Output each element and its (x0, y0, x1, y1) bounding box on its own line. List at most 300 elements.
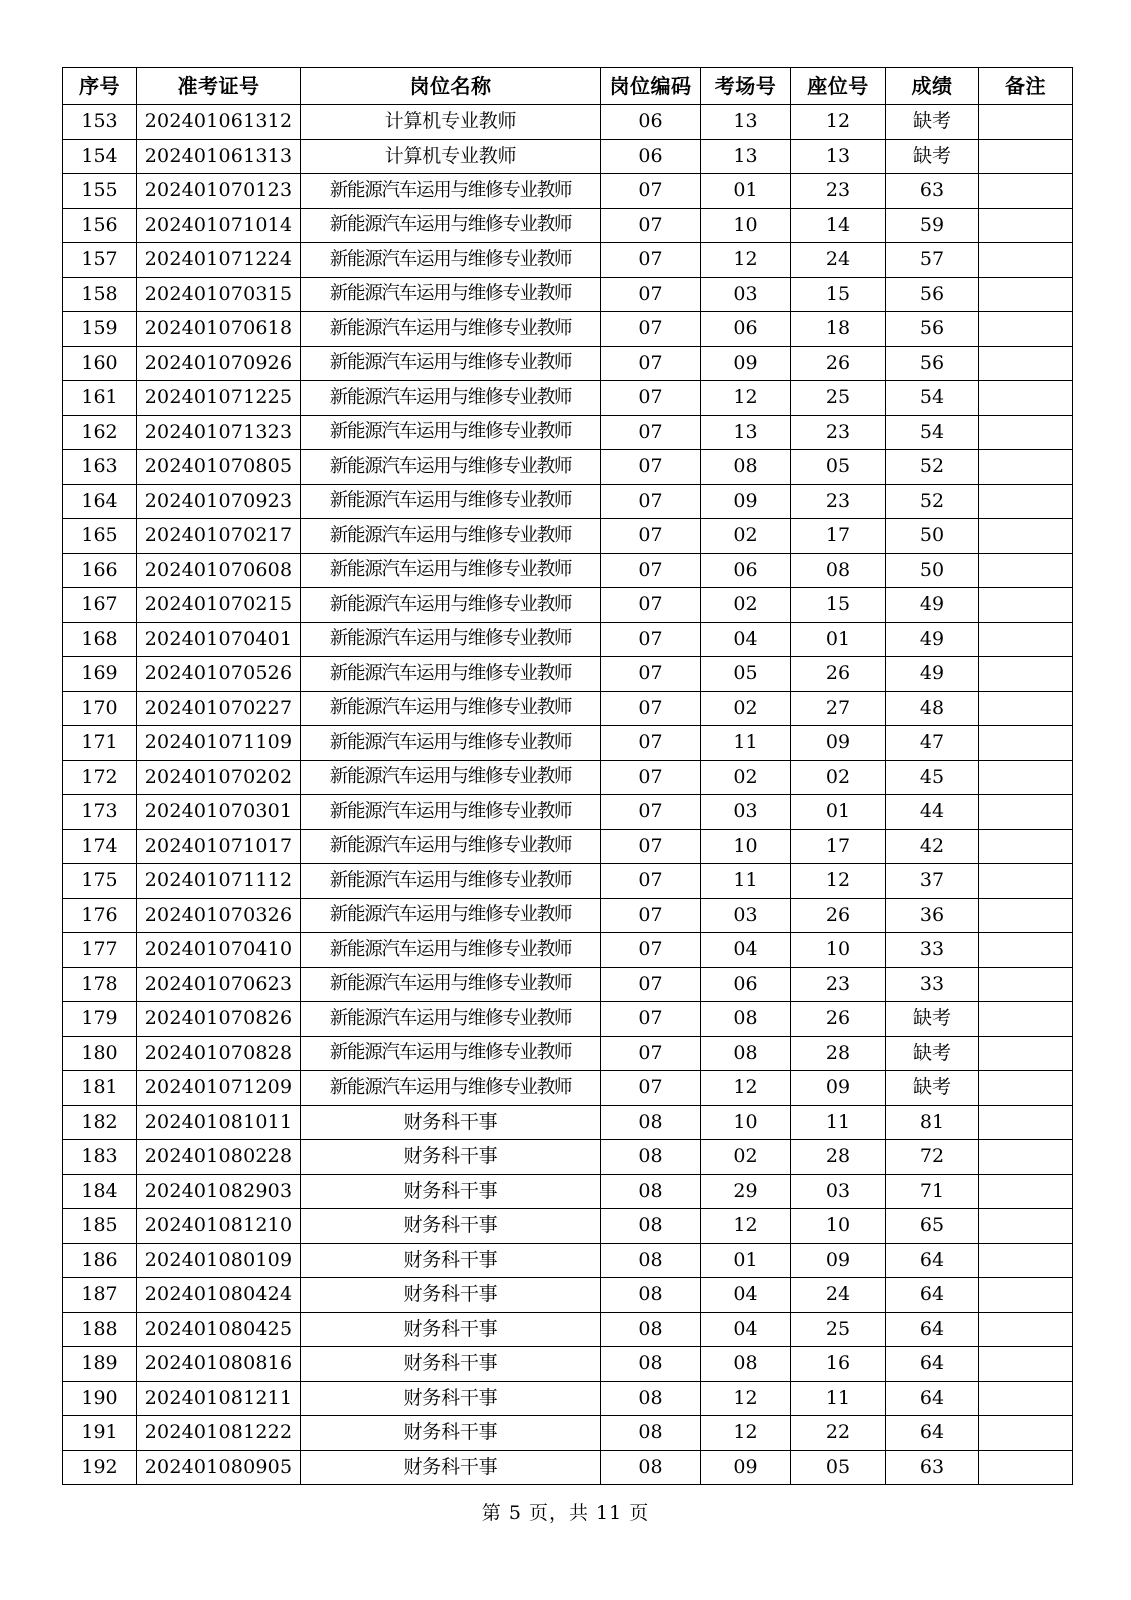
table-row (63, 1381, 1073, 1416)
cell-score: 81 (886, 1105, 979, 1140)
cell-post-name: 新能源汽车运用与维修专业教师 (301, 277, 601, 312)
cell-seat-no: 12 (791, 864, 886, 899)
cell-ticket-no: 202401071323 (137, 415, 301, 450)
cell-sequence: 182 (63, 1105, 137, 1140)
cell-ticket-no: 202401070217 (137, 519, 301, 554)
cell-score: 44 (886, 795, 979, 830)
cell-post-name: 新能源汽车运用与维修专业教师 (301, 346, 601, 381)
cell-score: 64 (886, 1416, 979, 1451)
table-header (63, 68, 1073, 105)
cell-ticket-no: 202401070923 (137, 484, 301, 519)
cell-remark (979, 691, 1073, 726)
cell-sequence: 192 (63, 1450, 137, 1485)
cell-post-code: 06 (601, 139, 701, 174)
cell-score: 33 (886, 967, 979, 1002)
cell-seat-no: 18 (791, 312, 886, 347)
table-row (63, 657, 1073, 692)
table-row (63, 898, 1073, 933)
cell-post-name: 新能源汽车运用与维修专业教师 (301, 519, 601, 554)
cell-sequence: 176 (63, 898, 137, 933)
cell-score: 63 (886, 1450, 979, 1485)
cell-score: 缺考 (886, 1036, 979, 1071)
cell-post-code: 08 (601, 1105, 701, 1140)
cell-ticket-no: 202401061312 (137, 105, 301, 140)
cell-post-name: 新能源汽车运用与维修专业教师 (301, 312, 601, 347)
cell-ticket-no: 202401080905 (137, 1450, 301, 1485)
table-row (63, 139, 1073, 174)
cell-room-no: 05 (701, 657, 791, 692)
cell-ticket-no: 202401070618 (137, 312, 301, 347)
cell-seat-no: 26 (791, 657, 886, 692)
cell-post-name: 新能源汽车运用与维修专业教师 (301, 760, 601, 795)
cell-room-no: 11 (701, 726, 791, 761)
cell-seat-no: 24 (791, 1278, 886, 1313)
cell-remark (979, 1450, 1073, 1485)
cell-score: 缺考 (886, 105, 979, 140)
cell-score: 56 (886, 346, 979, 381)
cell-remark (979, 381, 1073, 416)
cell-post-code: 07 (601, 898, 701, 933)
cell-remark (979, 1002, 1073, 1037)
cell-seat-no: 23 (791, 415, 886, 450)
cell-post-name: 新能源汽车运用与维修专业教师 (301, 864, 601, 899)
cell-ticket-no: 202401070301 (137, 795, 301, 830)
cell-ticket-no: 202401071209 (137, 1071, 301, 1106)
column-header-remark: 备注 (979, 68, 1073, 105)
cell-sequence: 155 (63, 174, 137, 209)
cell-room-no: 03 (701, 795, 791, 830)
table-row (63, 1174, 1073, 1209)
cell-post-code: 08 (601, 1140, 701, 1175)
cell-room-no: 09 (701, 1450, 791, 1485)
cell-sequence: 186 (63, 1243, 137, 1278)
column-header-post-name: 岗位名称 (301, 68, 601, 105)
cell-post-code: 07 (601, 1071, 701, 1106)
cell-sequence: 160 (63, 346, 137, 381)
cell-seat-no: 11 (791, 1105, 886, 1140)
table-row (63, 1140, 1073, 1175)
cell-remark (979, 1209, 1073, 1244)
cell-remark (979, 174, 1073, 209)
cell-post-code: 07 (601, 726, 701, 761)
cell-ticket-no: 202401070315 (137, 277, 301, 312)
cell-room-no: 13 (701, 105, 791, 140)
cell-room-no: 06 (701, 967, 791, 1002)
cell-score: 33 (886, 933, 979, 968)
cell-ticket-no: 202401081011 (137, 1105, 301, 1140)
cell-remark (979, 312, 1073, 347)
cell-seat-no: 01 (791, 795, 886, 830)
cell-seat-no: 05 (791, 450, 886, 485)
cell-post-code: 07 (601, 933, 701, 968)
cell-sequence: 191 (63, 1416, 137, 1451)
page-footer: 第 5 页，共 11 页 (481, 1502, 650, 1524)
cell-seat-no: 17 (791, 829, 886, 864)
cell-score: 54 (886, 415, 979, 450)
cell-post-name: 新能源汽车运用与维修专业教师 (301, 208, 601, 243)
cell-seat-no: 02 (791, 760, 886, 795)
cell-seat-no: 15 (791, 588, 886, 623)
cell-post-code: 08 (601, 1450, 701, 1485)
cell-room-no: 04 (701, 933, 791, 968)
cell-post-name: 财务科干事 (301, 1209, 601, 1244)
cell-post-code: 07 (601, 691, 701, 726)
cell-score: 71 (886, 1174, 979, 1209)
cell-post-name: 财务科干事 (301, 1450, 601, 1485)
cell-ticket-no: 202401071224 (137, 243, 301, 278)
cell-score: 47 (886, 726, 979, 761)
cell-seat-no: 03 (791, 1174, 886, 1209)
cell-ticket-no: 202401080424 (137, 1278, 301, 1313)
cell-post-name: 新能源汽车运用与维修专业教师 (301, 174, 601, 209)
cell-sequence: 163 (63, 450, 137, 485)
cell-post-name: 新能源汽车运用与维修专业教师 (301, 726, 601, 761)
cell-sequence: 168 (63, 622, 137, 657)
cell-post-name: 计算机专业教师 (301, 105, 601, 140)
cell-post-name: 财务科干事 (301, 1140, 601, 1175)
cell-remark (979, 519, 1073, 554)
cell-seat-no: 26 (791, 1002, 886, 1037)
cell-sequence: 183 (63, 1140, 137, 1175)
cell-ticket-no: 202401070826 (137, 1002, 301, 1037)
cell-ticket-no: 202401071014 (137, 208, 301, 243)
cell-remark (979, 1174, 1073, 1209)
cell-ticket-no: 202401070805 (137, 450, 301, 485)
cell-ticket-no: 202401071017 (137, 829, 301, 864)
cell-post-name: 财务科干事 (301, 1416, 601, 1451)
cell-remark (979, 415, 1073, 450)
cell-room-no: 08 (701, 1002, 791, 1037)
cell-score: 64 (886, 1381, 979, 1416)
cell-remark (979, 864, 1073, 899)
cell-score: 48 (886, 691, 979, 726)
cell-post-name: 新能源汽车运用与维修专业教师 (301, 657, 601, 692)
cell-seat-no: 10 (791, 933, 886, 968)
cell-seat-no: 22 (791, 1416, 886, 1451)
score-table-container (62, 67, 1072, 1485)
cell-sequence: 161 (63, 381, 137, 416)
table-row (63, 622, 1073, 657)
cell-remark (979, 1312, 1073, 1347)
cell-score: 42 (886, 829, 979, 864)
cell-remark (979, 1347, 1073, 1382)
cell-room-no: 01 (701, 1243, 791, 1278)
cell-ticket-no: 202401070202 (137, 760, 301, 795)
cell-ticket-no: 202401081210 (137, 1209, 301, 1244)
cell-room-no: 01 (701, 174, 791, 209)
cell-score: 50 (886, 553, 979, 588)
cell-seat-no: 01 (791, 622, 886, 657)
cell-post-code: 08 (601, 1312, 701, 1347)
table-row (63, 1071, 1073, 1106)
cell-sequence: 167 (63, 588, 137, 623)
cell-post-name: 计算机专业教师 (301, 139, 601, 174)
cell-ticket-no: 202401070227 (137, 691, 301, 726)
cell-score: 65 (886, 1209, 979, 1244)
cell-sequence: 173 (63, 795, 137, 830)
cell-seat-no: 17 (791, 519, 886, 554)
cell-room-no: 02 (701, 1140, 791, 1175)
table-row (63, 726, 1073, 761)
column-header-room-no: 考场号 (701, 68, 791, 105)
table-row (63, 1278, 1073, 1313)
cell-sequence: 158 (63, 277, 137, 312)
cell-remark (979, 277, 1073, 312)
cell-post-code: 07 (601, 381, 701, 416)
table-row (63, 346, 1073, 381)
cell-room-no: 12 (701, 1416, 791, 1451)
cell-remark (979, 622, 1073, 657)
cell-post-name: 新能源汽车运用与维修专业教师 (301, 450, 601, 485)
cell-post-code: 08 (601, 1243, 701, 1278)
table-body (63, 105, 1073, 1485)
cell-room-no: 02 (701, 519, 791, 554)
cell-ticket-no: 202401071109 (137, 726, 301, 761)
cell-seat-no: 09 (791, 1243, 886, 1278)
table-row (63, 484, 1073, 519)
cell-score: 56 (886, 277, 979, 312)
cell-sequence: 187 (63, 1278, 137, 1313)
cell-ticket-no: 202401071225 (137, 381, 301, 416)
cell-sequence: 169 (63, 657, 137, 692)
column-header-seat-no: 座位号 (791, 68, 886, 105)
cell-score: 49 (886, 588, 979, 623)
table-row (63, 553, 1073, 588)
cell-remark (979, 1416, 1073, 1451)
table-row (63, 174, 1073, 209)
cell-sequence: 156 (63, 208, 137, 243)
cell-seat-no: 16 (791, 1347, 886, 1382)
cell-room-no: 10 (701, 208, 791, 243)
cell-post-code: 07 (601, 415, 701, 450)
cell-score: 63 (886, 174, 979, 209)
cell-score: 64 (886, 1347, 979, 1382)
column-header-score: 成绩 (886, 68, 979, 105)
cell-remark (979, 450, 1073, 485)
cell-seat-no: 26 (791, 346, 886, 381)
cell-score: 45 (886, 760, 979, 795)
cell-post-code: 07 (601, 1036, 701, 1071)
cell-room-no: 04 (701, 622, 791, 657)
column-header-post-code: 岗位编码 (601, 68, 701, 105)
cell-score: 49 (886, 657, 979, 692)
cell-sequence: 174 (63, 829, 137, 864)
cell-ticket-no: 202401080425 (137, 1312, 301, 1347)
cell-sequence: 188 (63, 1312, 137, 1347)
cell-remark (979, 208, 1073, 243)
cell-seat-no: 14 (791, 208, 886, 243)
cell-ticket-no: 202401080109 (137, 1243, 301, 1278)
cell-post-code: 08 (601, 1174, 701, 1209)
cell-remark (979, 1243, 1073, 1278)
cell-room-no: 12 (701, 381, 791, 416)
cell-sequence: 178 (63, 967, 137, 1002)
cell-post-name: 新能源汽车运用与维修专业教师 (301, 243, 601, 278)
cell-sequence: 179 (63, 1002, 137, 1037)
cell-room-no: 02 (701, 691, 791, 726)
cell-remark (979, 243, 1073, 278)
cell-score: 36 (886, 898, 979, 933)
cell-seat-no: 23 (791, 484, 886, 519)
cell-remark (979, 657, 1073, 692)
cell-post-code: 07 (601, 243, 701, 278)
cell-sequence: 181 (63, 1071, 137, 1106)
cell-score: 缺考 (886, 1071, 979, 1106)
cell-score: 64 (886, 1243, 979, 1278)
cell-seat-no: 09 (791, 726, 886, 761)
cell-post-name: 新能源汽车运用与维修专业教师 (301, 795, 601, 830)
cell-remark (979, 829, 1073, 864)
table-row (63, 312, 1073, 347)
cell-room-no: 11 (701, 864, 791, 899)
cell-post-code: 07 (601, 553, 701, 588)
cell-sequence: 172 (63, 760, 137, 795)
cell-remark (979, 1071, 1073, 1106)
cell-sequence: 166 (63, 553, 137, 588)
cell-post-code: 08 (601, 1347, 701, 1382)
cell-remark (979, 1036, 1073, 1071)
cell-remark (979, 967, 1073, 1002)
cell-post-name: 新能源汽车运用与维修专业教师 (301, 484, 601, 519)
cell-room-no: 08 (701, 1347, 791, 1382)
cell-ticket-no: 202401070215 (137, 588, 301, 623)
cell-remark (979, 1140, 1073, 1175)
table-row (63, 1347, 1073, 1382)
cell-ticket-no: 202401071112 (137, 864, 301, 899)
cell-ticket-no: 202401081222 (137, 1416, 301, 1451)
cell-sequence: 164 (63, 484, 137, 519)
cell-post-code: 08 (601, 1209, 701, 1244)
table-row (63, 243, 1073, 278)
table-row (63, 829, 1073, 864)
cell-seat-no: 25 (791, 1312, 886, 1347)
cell-room-no: 12 (701, 243, 791, 278)
table-row (63, 864, 1073, 899)
table-row (63, 1105, 1073, 1140)
cell-seat-no: 25 (791, 381, 886, 416)
table-row (63, 967, 1073, 1002)
cell-post-name: 新能源汽车运用与维修专业教师 (301, 1036, 601, 1071)
cell-remark (979, 1105, 1073, 1140)
cell-ticket-no: 202401070828 (137, 1036, 301, 1071)
cell-post-code: 08 (601, 1381, 701, 1416)
cell-post-name: 财务科干事 (301, 1174, 601, 1209)
cell-sequence: 180 (63, 1036, 137, 1071)
table-row (63, 105, 1073, 140)
cell-post-name: 财务科干事 (301, 1347, 601, 1382)
cell-post-code: 07 (601, 312, 701, 347)
cell-score: 56 (886, 312, 979, 347)
cell-remark (979, 933, 1073, 968)
table-header-row (63, 68, 1073, 105)
cell-post-name: 新能源汽车运用与维修专业教师 (301, 381, 601, 416)
cell-post-name: 财务科干事 (301, 1278, 601, 1313)
cell-sequence: 190 (63, 1381, 137, 1416)
cell-room-no: 12 (701, 1071, 791, 1106)
cell-post-code: 07 (601, 277, 701, 312)
cell-score: 52 (886, 450, 979, 485)
cell-remark (979, 795, 1073, 830)
cell-room-no: 08 (701, 1036, 791, 1071)
cell-post-code: 07 (601, 1002, 701, 1037)
cell-post-code: 07 (601, 519, 701, 554)
table-row (63, 519, 1073, 554)
cell-room-no: 03 (701, 898, 791, 933)
cell-room-no: 13 (701, 415, 791, 450)
cell-score: 64 (886, 1312, 979, 1347)
cell-post-code: 07 (601, 346, 701, 381)
cell-post-code: 07 (601, 795, 701, 830)
cell-ticket-no: 202401070608 (137, 553, 301, 588)
cell-ticket-no: 202401070926 (137, 346, 301, 381)
cell-remark (979, 484, 1073, 519)
cell-seat-no: 13 (791, 139, 886, 174)
cell-ticket-no: 202401070526 (137, 657, 301, 692)
cell-ticket-no: 202401070401 (137, 622, 301, 657)
cell-score: 缺考 (886, 1002, 979, 1037)
cell-score: 59 (886, 208, 979, 243)
cell-score: 52 (886, 484, 979, 519)
cell-remark (979, 898, 1073, 933)
cell-score: 50 (886, 519, 979, 554)
cell-seat-no: 28 (791, 1140, 886, 1175)
cell-seat-no: 09 (791, 1071, 886, 1106)
cell-seat-no: 12 (791, 105, 886, 140)
cell-seat-no: 24 (791, 243, 886, 278)
table-row (63, 1002, 1073, 1037)
cell-post-code: 07 (601, 864, 701, 899)
table-row (63, 1243, 1073, 1278)
cell-sequence: 185 (63, 1209, 137, 1244)
cell-room-no: 12 (701, 1381, 791, 1416)
cell-post-code: 07 (601, 588, 701, 623)
cell-post-name: 新能源汽车运用与维修专业教师 (301, 415, 601, 450)
cell-post-name: 财务科干事 (301, 1105, 601, 1140)
cell-score: 37 (886, 864, 979, 899)
cell-ticket-no: 202401070410 (137, 933, 301, 968)
cell-sequence: 184 (63, 1174, 137, 1209)
table-row (63, 1450, 1073, 1485)
cell-post-name: 新能源汽车运用与维修专业教师 (301, 898, 601, 933)
cell-room-no: 10 (701, 1105, 791, 1140)
cell-post-code: 07 (601, 657, 701, 692)
cell-remark (979, 346, 1073, 381)
table-row (63, 381, 1073, 416)
cell-remark (979, 760, 1073, 795)
cell-sequence: 189 (63, 1347, 137, 1382)
cell-room-no: 04 (701, 1312, 791, 1347)
cell-ticket-no: 202401070326 (137, 898, 301, 933)
cell-room-no: 02 (701, 588, 791, 623)
table-row (63, 450, 1073, 485)
cell-remark (979, 105, 1073, 140)
cell-post-code: 07 (601, 174, 701, 209)
cell-ticket-no: 202401081211 (137, 1381, 301, 1416)
cell-post-code: 07 (601, 208, 701, 243)
table-row (63, 1416, 1073, 1451)
cell-post-name: 新能源汽车运用与维修专业教师 (301, 622, 601, 657)
cell-room-no: 08 (701, 450, 791, 485)
cell-remark (979, 1381, 1073, 1416)
cell-score: 缺考 (886, 139, 979, 174)
cell-sequence: 170 (63, 691, 137, 726)
cell-room-no: 06 (701, 553, 791, 588)
cell-room-no: 06 (701, 312, 791, 347)
cell-seat-no: 23 (791, 967, 886, 1002)
cell-post-code: 07 (601, 450, 701, 485)
cell-sequence: 157 (63, 243, 137, 278)
cell-room-no: 10 (701, 829, 791, 864)
